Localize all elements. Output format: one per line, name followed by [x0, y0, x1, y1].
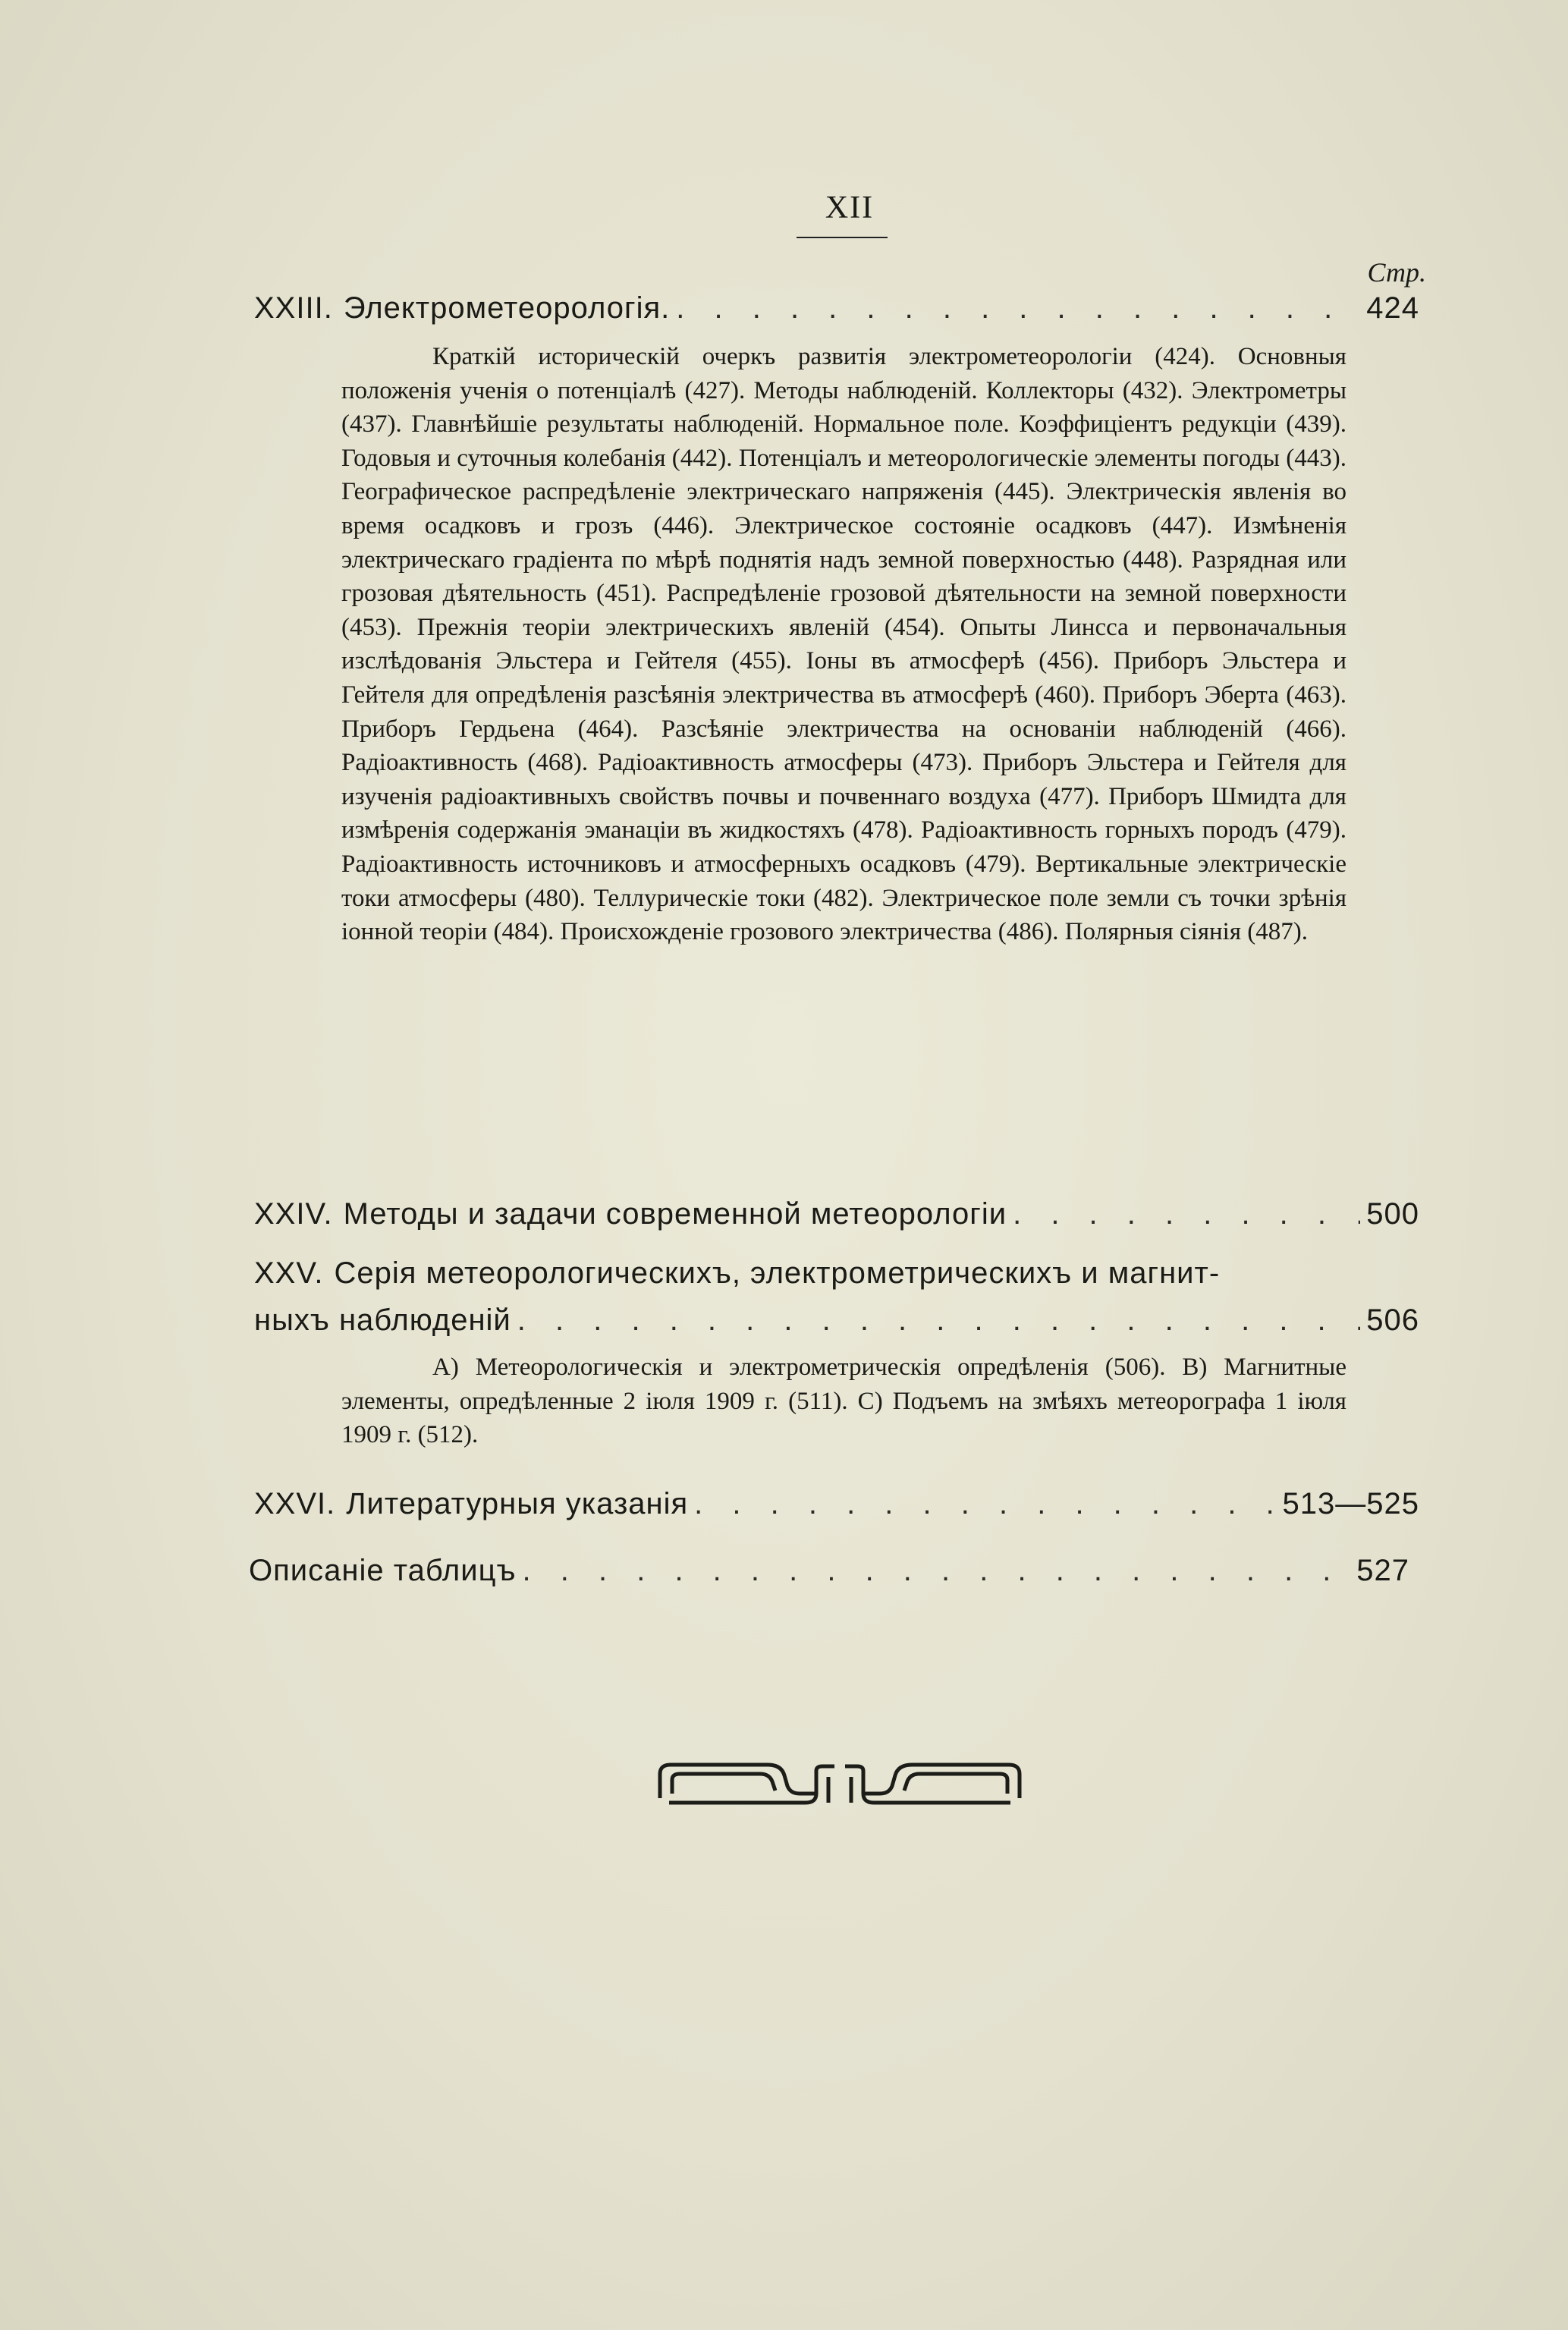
- chapter-summary-xxv: A) Метеорологическія и электрометрическія опредѣленія (506). B) Магнитные элементы, опредѣленные 2 іюля 1909 г. (511). C) Подъемъ на змѣяхъ метеорографа 1 іюля 1909 г. (512).: [341, 1354, 1346, 1449]
- page-number: XII: [825, 190, 875, 225]
- page-ref: 527: [1356, 1554, 1409, 1587]
- dot-leader: [517, 1300, 1360, 1340]
- page-ref: 513—525: [1282, 1487, 1419, 1520]
- toc-entry-xxiii: [254, 288, 1419, 328]
- chapter-title: Методы и задачи современной метеорологіи: [343, 1197, 1007, 1231]
- dot-leader: [676, 288, 1360, 328]
- chapter-title: Литературныя указанія: [346, 1487, 689, 1520]
- toc-entry-xxvi: [254, 1484, 1419, 1523]
- dot-leader: [523, 1551, 1351, 1590]
- ornament-tailpiece: [654, 1760, 1026, 1807]
- toc-entry-xxiv: [254, 1194, 1419, 1234]
- toc-entry-plates: [249, 1551, 1409, 1590]
- chapter-title: Электрометеорологія.: [343, 291, 671, 325]
- page-ref: 506: [1366, 1303, 1419, 1337]
- chapter-title-line-1: Серія метеорологическихъ, электрометрическихъ и магнит-: [334, 1256, 1221, 1290]
- chapter-numeral: XXIII.: [254, 291, 333, 325]
- chapter-title-line-2: ныхъ наблюденій: [254, 1303, 511, 1337]
- chapter-numeral: XXV.: [254, 1256, 324, 1290]
- chapter-title: Описаніе таблицъ: [249, 1554, 517, 1587]
- chapter-numeral: XXIV.: [254, 1197, 333, 1231]
- chapter-heading-line-2: [254, 1300, 1419, 1340]
- page-ref: 424: [1366, 291, 1419, 325]
- dot-leader: [1013, 1194, 1360, 1234]
- dot-leader: [694, 1484, 1276, 1523]
- chapter-heading-line-1: [254, 1253, 1419, 1293]
- chapter-summary-xxiii: Краткій историческій очеркъ развитія электрометеорологіи (424). Основныя положенія ученія о потенціалѣ (427). Методы наблюденій. Коллекторы (432). Электрометры (437). Главнѣйшіе результаты наблюденій. Нормальное поле. Коэффиціентъ редукціи (439). Годовыя и суточныя колебанія (442). Потенціалъ и метеорологическіе элементы погоды (443). Географическое распредѣленіе электрическаго напряженія (445). Электрическія явленія во время осадковъ и грозъ (446). Электрическое состояніе осадковъ (447). Измѣненія электрическаго градіента по мѣрѣ поднятія надъ земной поверхностью (448). Разрядная или грозовая дѣятельность (451). Распредѣленіе грозовой дѣятельности на земной поверхности (453). Прежнія теоріи электрическихъ явленій (454). Опыты Линсса и первоначальныя изслѣдованія Эльстера и Гейтеля (455). Іоны въ атмосферѣ (456). Приборъ Эльстера и Гейтеля для опредѣленія разсѣянія электричества въ атмосферѣ (460). Приборъ Эберта (463). Приборъ Гердьена (464). Разсѣяніе электричества на основаніи наблюденій (466). Радіоактивность (468). Радіоактивность атмосферы (473). Приборъ Эльстера и Гейтеля для изученія радіоактивныхъ свойствъ почвы и почвеннаго воздуха (477). Приборъ Шмидта для измѣренія содержанія эманаціи въ жидкостяхъ (478). Радіоактивность горныхъ породъ (479). Радіоактивность источниковъ и атмосферныхъ осадковъ (479). Вертикальные электрическіе токи атмосферы (480). Теллурическіе токи (482). Электрическое поле земли съ точки зрѣнія іонной теоріи (484). Происхожденіе грозового электричества (486). Полярныя сіянія (487).: [341, 343, 1346, 946]
- page-ref: 500: [1366, 1197, 1419, 1231]
- page-column-header: Стр.: [1367, 257, 1426, 288]
- toc-entry-xxv: [254, 1253, 1419, 1340]
- chapter-numeral: XXVI.: [254, 1487, 336, 1520]
- page-number-rule: [797, 237, 888, 238]
